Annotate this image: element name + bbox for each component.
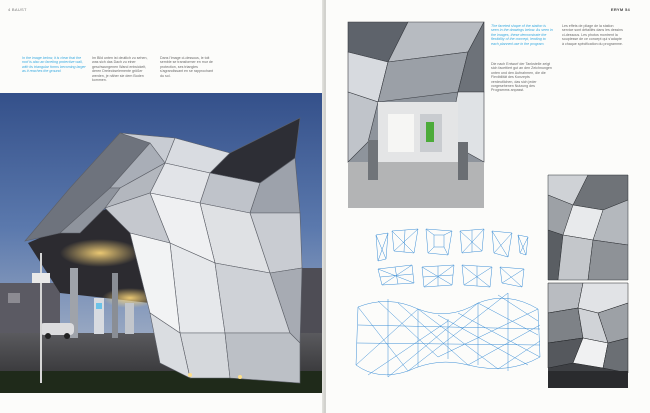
wireframe-fragment bbox=[376, 233, 388, 261]
caption-german-right: Die nach Entwurf der Tankstelle zeigt sich facettiert gut an den Zeichnungen unten und den Aufnahmen, die die Flexibilität des Konzepts verdeutlichen, das sich jeder vorgesehenen Nutzung des Programms anpasst. bbox=[491, 62, 552, 93]
right-page bbox=[326, 0, 650, 413]
left-page bbox=[0, 0, 324, 413]
caption-english-right: The faceted shape of the station is seen in the drawings below. As seen in the images, these demonstrate the flexibility of the concept, lending to each planned use in the program. bbox=[491, 24, 553, 46]
station-interior-photo bbox=[348, 22, 484, 208]
folio-right: ERYM 54 bbox=[610, 7, 630, 12]
facet-detail-photo-top bbox=[548, 175, 628, 280]
caption-french-right: Les effets de pliage de la station service sont détaillés dans les dessins ci-dessous. Les photos montrent la souplesse de ce concept qui s'adapte à chaque spécification du programme. bbox=[562, 24, 623, 46]
caption-german-left: Im Bild unten ist deutlich zu sehen, was sich das Dach zu einer geschwungenen Wand entwickelt, deren Dreieckselemente größer werden, je näher sie dem Boden kommen. bbox=[92, 56, 148, 83]
folio-left: 4 BAUST bbox=[8, 7, 27, 12]
caption-english-left: In the image below, it is clear that the roof is also an faceting protective wall, with its triangular forms becoming larger as it reaches the ground. bbox=[22, 56, 86, 74]
facet-detail-photo-bottom bbox=[548, 283, 628, 388]
caption-french-left: Dans l'image ci-dessous, le toit semble se transformer en mur de protection, ses triangles s'agrandissant en se rapprochant du sol. bbox=[160, 56, 214, 78]
wireframe-drawings bbox=[348, 225, 548, 387]
station-main-photo bbox=[0, 93, 326, 393]
